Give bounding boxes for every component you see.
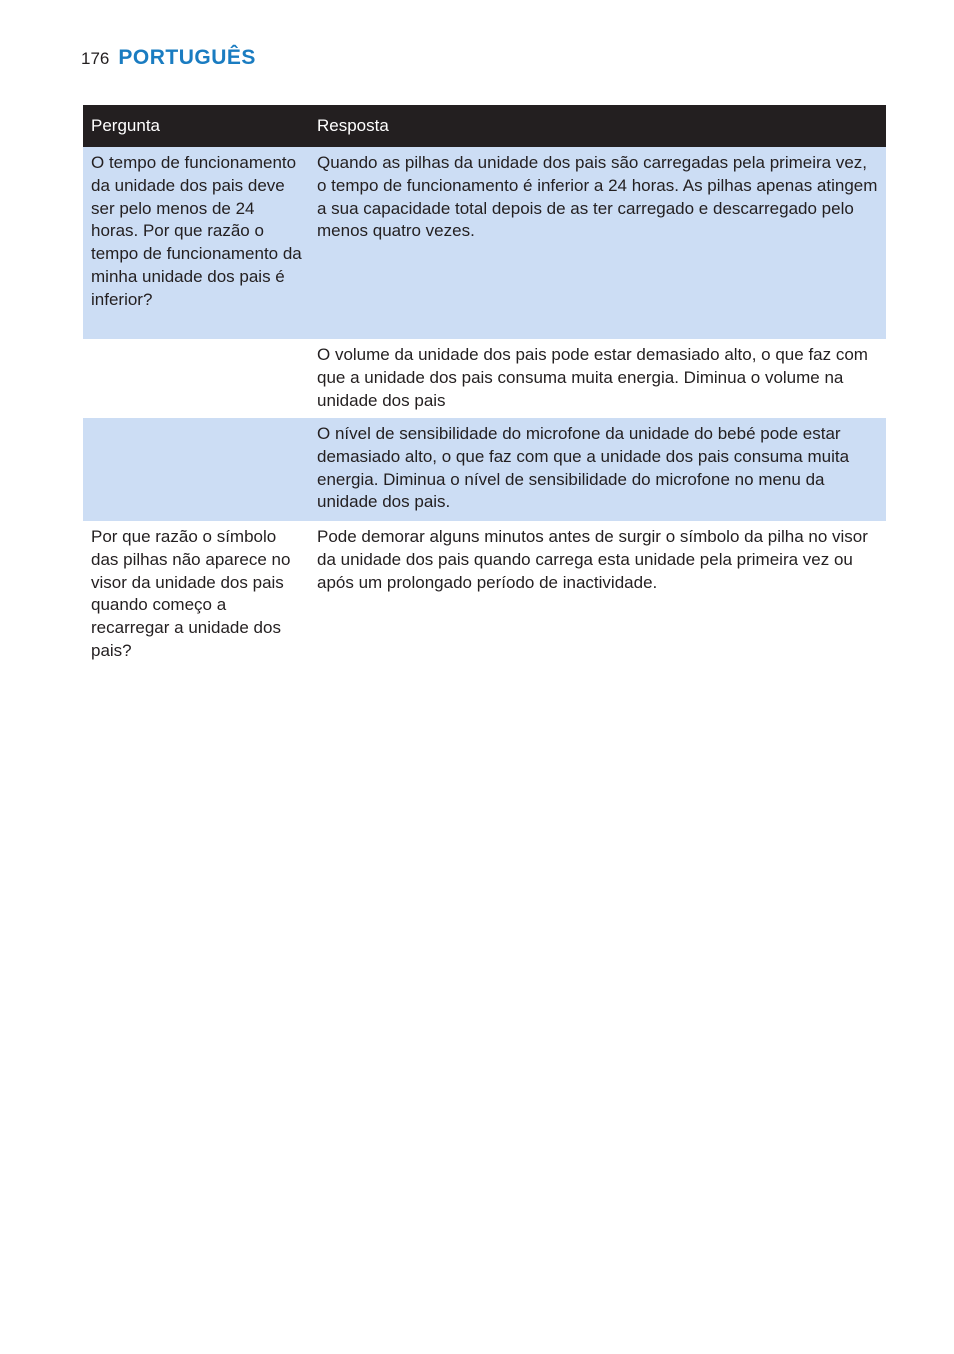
column-header-question: Pergunta xyxy=(83,105,309,147)
question-cell xyxy=(83,339,309,418)
table-row xyxy=(83,339,886,418)
answer-cell: O volume da unidade dos pais pode estar demasiado alto, o que faz com que a unidade dos pais consuma muita energia. Diminua o volume na unidade dos pais xyxy=(317,345,868,410)
answer-cell: O nível de sensibilidade do microfone da unidade do bebé pode estar demasiado alto, o que faz com que a unidade dos pais consuma muita energia. Diminua o nível de sensibilidade do microfone no menu da unidade dos pais. xyxy=(309,418,886,521)
answer-cell: Pode demorar alguns minutos antes de surgir o símbolo da pilha no visor da unidade dos pais quando carrega esta unidade pela primeira vez ou após um prolongado período de inactividade. xyxy=(317,527,868,592)
answer-cell: Quando as pilhas da unidade dos pais são carregadas pela primeira vez, o tempo de funcionamento é inferior a 24 horas. As pilhas apenas atingem a sua capacidade total depois de as ter carregado e descarregado pelo menos quatro vezes. xyxy=(309,147,886,339)
table-row xyxy=(83,147,886,339)
table-row xyxy=(83,418,886,521)
section-title: PORTUGUÊS xyxy=(118,46,256,69)
question-cell xyxy=(83,418,309,521)
table-row xyxy=(83,521,886,669)
page-number: 176 xyxy=(81,49,110,68)
table-header-row xyxy=(83,105,886,147)
faq-table xyxy=(83,105,886,669)
page-header xyxy=(81,46,256,76)
column-header-answer: Resposta xyxy=(309,105,886,147)
question-cell: O tempo de funcionamento da unidade dos pais deve ser pelo menos de 24 horas. Por que razão o tempo de funcionamento da minha unidade dos pais é inferior? xyxy=(83,147,309,339)
question-cell: Por que razão o símbolo das pilhas não aparece no visor da unidade dos pais quando começo a recarregar a unidade dos pais? xyxy=(91,527,291,660)
